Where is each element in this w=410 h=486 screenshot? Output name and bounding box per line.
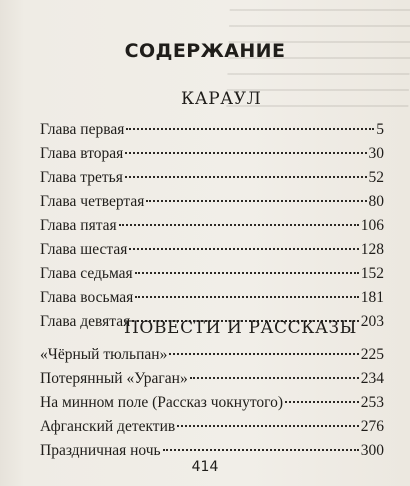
- toc-entry-title: Глава пятая: [40, 217, 117, 234]
- dot-leader: [146, 200, 366, 202]
- dot-leader: [135, 272, 359, 274]
- dot-leader: [119, 224, 359, 226]
- toc-entry-page: 181: [360, 289, 384, 306]
- toc-entry-page: 52: [368, 169, 384, 186]
- toc-entry: [40, 343, 384, 367]
- toc-entry-page: 128: [360, 241, 384, 258]
- toc-entry-page: 152: [360, 265, 384, 282]
- toc-entry-page: 234: [360, 370, 384, 387]
- toc-entry-title: Глава вторая: [40, 145, 124, 162]
- dot-leader: [190, 377, 359, 379]
- toc-entry-title: Глава восьмая: [40, 289, 134, 306]
- toc-entry: [40, 142, 384, 166]
- toc-entry: [40, 262, 384, 286]
- toc-entry-page: 276: [360, 418, 384, 435]
- toc-entry-title: Афганский детектив: [40, 418, 176, 435]
- toc-entry-title: Глава третья: [40, 169, 123, 186]
- toc-entry-title: Потерянный «Ураган»: [40, 370, 188, 387]
- toc-entry-title: Глава четвертая: [40, 193, 145, 210]
- toc-entry: [40, 214, 384, 238]
- dot-leader: [126, 128, 374, 130]
- toc-entry-page: 30: [368, 145, 384, 162]
- toc-entry-page: 253: [360, 394, 384, 411]
- toc-list: [40, 343, 384, 463]
- section-heading: ПОВЕСТИ И РАССКАЗЫ: [124, 318, 357, 338]
- toc-entry: [40, 415, 384, 439]
- toc-entry: [40, 166, 384, 190]
- page-title: СОДЕРЖАНИЕ: [124, 40, 286, 62]
- toc-entry: [40, 238, 384, 262]
- dot-leader: [169, 353, 358, 355]
- toc-entry: [40, 391, 384, 415]
- dot-leader: [177, 425, 359, 427]
- toc-entry: [40, 286, 384, 310]
- toc-list: [40, 118, 384, 334]
- toc-entry-title: На минном поле (Рассказ чокнутого): [40, 394, 284, 411]
- dot-leader: [285, 401, 359, 403]
- dot-leader: [135, 296, 358, 298]
- section-heading: КАРАУЛ: [181, 89, 262, 109]
- toc-entry-page: 300: [360, 442, 384, 459]
- toc-entry-title: «Чёрный тюльпан»: [40, 346, 168, 363]
- toc-entry-title: Праздничная ночь: [40, 442, 161, 459]
- toc-entry-page: 106: [360, 217, 384, 234]
- toc-entry-page: 203: [360, 313, 384, 330]
- toc-entry-page: 225: [360, 346, 384, 363]
- toc-entry-title: Глава шестая: [40, 241, 128, 258]
- toc-entry-page: 80: [368, 193, 384, 210]
- dot-leader: [129, 248, 358, 250]
- toc-entry-page: 5: [376, 121, 384, 138]
- dot-leader: [125, 176, 367, 178]
- toc-entry: [40, 190, 384, 214]
- toc-entry-title: Глава девятая: [40, 313, 131, 330]
- page-number: 414: [191, 459, 219, 475]
- toc-entry: [40, 367, 384, 391]
- toc-entry-title: Глава седьмая: [40, 265, 133, 282]
- dot-leader: [125, 152, 366, 154]
- toc-entry-title: Глава первая: [40, 121, 125, 138]
- dot-leader: [163, 449, 359, 451]
- toc-entry: [40, 118, 384, 142]
